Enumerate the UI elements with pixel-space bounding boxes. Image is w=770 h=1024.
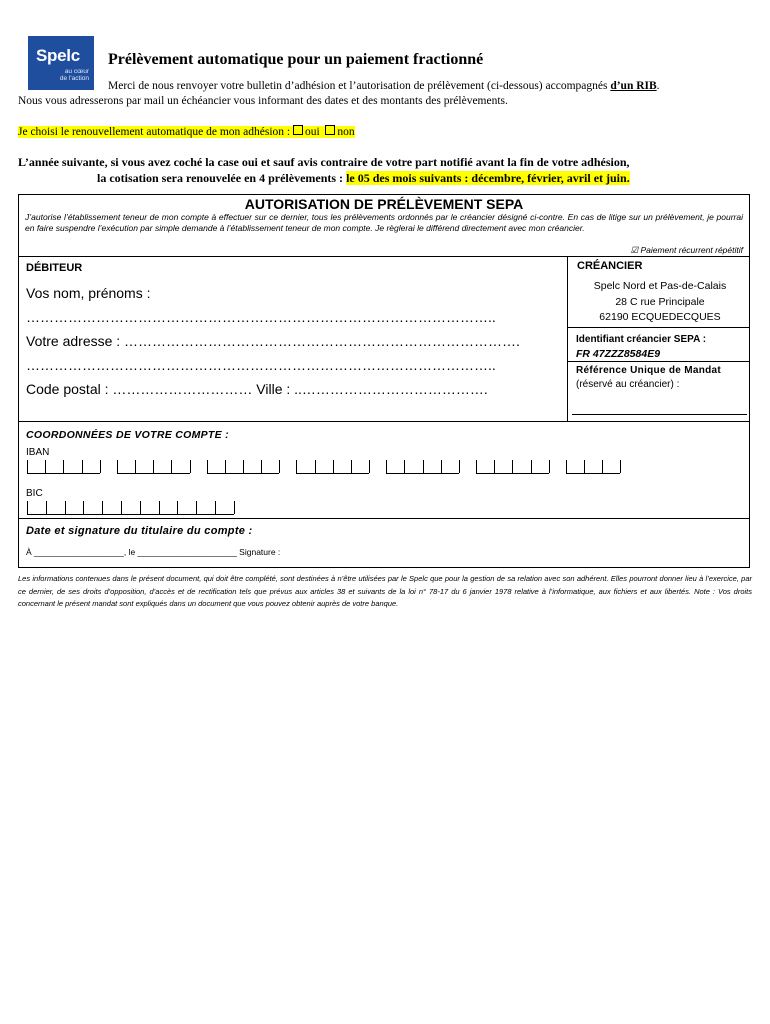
debtor-address-line-2[interactable]: ………………………………………………………………………………………..	[26, 357, 496, 373]
debtor-name-field[interactable]: ………………………………………………………………………………………..	[26, 309, 496, 325]
char-cell-tick	[243, 460, 244, 473]
char-cell-tick	[82, 460, 83, 473]
char-cell-group[interactable]	[27, 501, 234, 515]
creditor-heading: CRÉANCIER	[577, 260, 643, 272]
char-cell-tick	[261, 460, 262, 473]
char-cell-tick	[135, 460, 136, 473]
char-cell-tick	[225, 460, 226, 473]
creditor-id-value: FR 47ZZZ8584E9	[576, 348, 661, 360]
char-cell-group[interactable]	[566, 460, 621, 474]
char-cell-tick	[140, 501, 141, 514]
char-cell-tick	[215, 501, 216, 514]
char-cell-tick	[102, 501, 103, 514]
creditor-id-label: Identifiant créancier SEPA :	[576, 334, 707, 345]
logo-tagline	[49, 68, 89, 82]
mandate-reference-label: Référence Unique de Mandat	[576, 365, 722, 376]
intro-period: .	[656, 80, 660, 92]
logo-tagline-2: de l'action	[59, 75, 89, 82]
notice-line-1: L’année suivante, si vous avez coché la case oui et sauf avis contraire de votre part notifié avant la fin de votre adhésion,	[18, 155, 630, 169]
mandate-reference-note: (réservé au créancier) :	[576, 379, 680, 390]
char-cell-tick	[27, 501, 28, 514]
divider	[19, 421, 749, 422]
notice-line-2	[97, 171, 630, 186]
char-cell-tick	[45, 460, 46, 473]
renewal-no-checkbox[interactable]	[325, 125, 335, 135]
signature-field[interactable]: À ___________________, le _____________________ Signature :	[26, 547, 281, 557]
notice-text: la cotisation sera renouvelée en 4 prélèvements :	[97, 171, 347, 185]
sepa-mandate-form	[18, 194, 750, 568]
mandate-reference-field[interactable]	[572, 414, 747, 415]
char-cell-tick	[315, 460, 316, 473]
char-cell-tick	[549, 460, 550, 473]
notice-schedule-highlight: le 05 des mois suivants : décembre, février, avril et juin.	[346, 171, 630, 185]
char-cell-tick	[177, 501, 178, 514]
char-cell-tick	[207, 460, 208, 473]
legal-notice: Les informations contenues dans le présent document, qui doit être complété, sont destinées à n’être utilisées par le Spelc que pour la gestion de sa relation avec son adhérent. Elles pourront donner lieu à l’exercice, par ce dernier, de ses droits d’opposition, d’accès et de rectification tels que prévus aux articles 38 et suivants de la loi n° 78-17 du 6 janvier 1978 relative à l’informatique, aux fichiers et aux libertés. Note : Vos droits concernant le présent mandat sont expliqués dans un document que vous pouvez obtenir auprès de votre banque.	[18, 574, 752, 608]
char-cell-tick	[404, 460, 405, 473]
renewal-yes-checkbox[interactable]	[293, 125, 303, 135]
creditor-name: Spelc Nord et Pas-de-Calais	[593, 280, 727, 292]
creditor-divider	[567, 327, 749, 328]
char-cell-tick	[296, 460, 297, 473]
char-cell-group[interactable]	[27, 460, 100, 474]
logo-name: Spelc	[36, 46, 80, 65]
recurring-payment-checkbox[interactable]: ☑ Paiement récurrent répétitif	[630, 245, 743, 255]
char-cell-tick	[279, 460, 280, 473]
char-cell-tick	[100, 460, 101, 473]
logo-tagline-1: au cœur	[64, 68, 89, 75]
char-cell-tick	[171, 460, 172, 473]
page-title: Prélèvement automatique pour un paiement fractionné	[108, 51, 484, 68]
creditor-city: 62190 ECQUEDECQUES	[599, 311, 721, 323]
debtor-postal-city-field[interactable]: Code postal : ………………………… Ville : ..………………………………….	[26, 381, 488, 397]
debtor-address-field[interactable]: Votre adresse : ………………………………………………………………………….	[26, 333, 520, 349]
divider	[19, 256, 749, 257]
char-cell-tick	[369, 460, 370, 473]
char-cell-tick	[117, 460, 118, 473]
rib-emphasis: d’un RIB	[610, 80, 657, 92]
char-cell-tick	[333, 460, 334, 473]
char-cell-tick	[494, 460, 495, 473]
account-heading: COORDONNÉES DE VOTRE COMPTE :	[26, 429, 229, 441]
char-cell-group[interactable]	[386, 460, 459, 474]
char-cell-tick	[512, 460, 513, 473]
char-cell-tick	[459, 460, 460, 473]
char-cell-tick	[27, 460, 28, 473]
char-cell-group[interactable]	[117, 460, 190, 474]
char-cell-tick	[234, 501, 235, 514]
renewal-no-label: non	[337, 126, 355, 138]
intro-text: Merci de nous renvoyer votre bulletin d’adhésion et l’autorisation de prélèvement (ci-dessous) accompagnés	[108, 80, 611, 92]
sepa-title: AUTORISATION DE PRÉLÈVEMENT SEPA	[244, 196, 524, 212]
char-cell-tick	[65, 501, 66, 514]
renewal-yes-label: oui	[304, 126, 320, 138]
char-cell-tick	[46, 501, 47, 514]
creditor-street: 28 C rue Principale	[615, 296, 705, 308]
intro-line-1	[108, 80, 660, 92]
char-cell-tick	[351, 460, 352, 473]
char-cell-tick	[566, 460, 567, 473]
char-cell-tick	[531, 460, 532, 473]
debtor-name-label: Vos nom, prénoms :	[26, 285, 151, 301]
spelc-logo	[28, 36, 94, 90]
bic-label: BIC	[26, 488, 43, 499]
authorization-text: J’autorise l’établissement teneur de mon compte à effectuer sur ce dernier, tous les prélèvements ordonnés par le créancier désigné ci-contre. En cas de litige sur un prélèvement, je pourrai en faire suspendre l’exécution par simple demande à l’établissement teneur de mon compte. Je règlerai le différend directement avec mon créancier.	[25, 212, 743, 233]
char-cell-group[interactable]	[207, 460, 280, 474]
char-cell-tick	[602, 460, 603, 473]
creditor-divider	[567, 361, 749, 362]
char-cell-group[interactable]	[476, 460, 549, 474]
char-cell-tick	[63, 460, 64, 473]
char-cell-tick	[159, 501, 160, 514]
debtor-heading: DÉBITEUR	[26, 262, 83, 274]
column-divider	[567, 256, 568, 421]
char-cell-tick	[386, 460, 387, 473]
intro-line-2: Nous vous adresserons par mail un échéancier vous informant des dates et des montants des prélèvements.	[18, 95, 508, 107]
signature-heading: Date et signature du titulaire du compte :	[26, 525, 253, 537]
renewal-question-text: Je choisi le renouvellement automatique de mon adhésion :	[18, 126, 293, 138]
char-cell-tick	[196, 501, 197, 514]
char-cell-tick	[476, 460, 477, 473]
char-cell-tick	[620, 460, 621, 473]
char-cell-tick	[153, 460, 154, 473]
iban-label: IBAN	[26, 447, 50, 458]
renewal-choice	[18, 125, 355, 138]
char-cell-tick	[423, 460, 424, 473]
divider	[19, 518, 749, 519]
char-cell-tick	[121, 501, 122, 514]
char-cell-tick	[584, 460, 585, 473]
char-cell-group[interactable]	[296, 460, 369, 474]
char-cell-tick	[83, 501, 84, 514]
char-cell-tick	[190, 460, 191, 473]
char-cell-tick	[441, 460, 442, 473]
renewal-question	[18, 126, 355, 138]
